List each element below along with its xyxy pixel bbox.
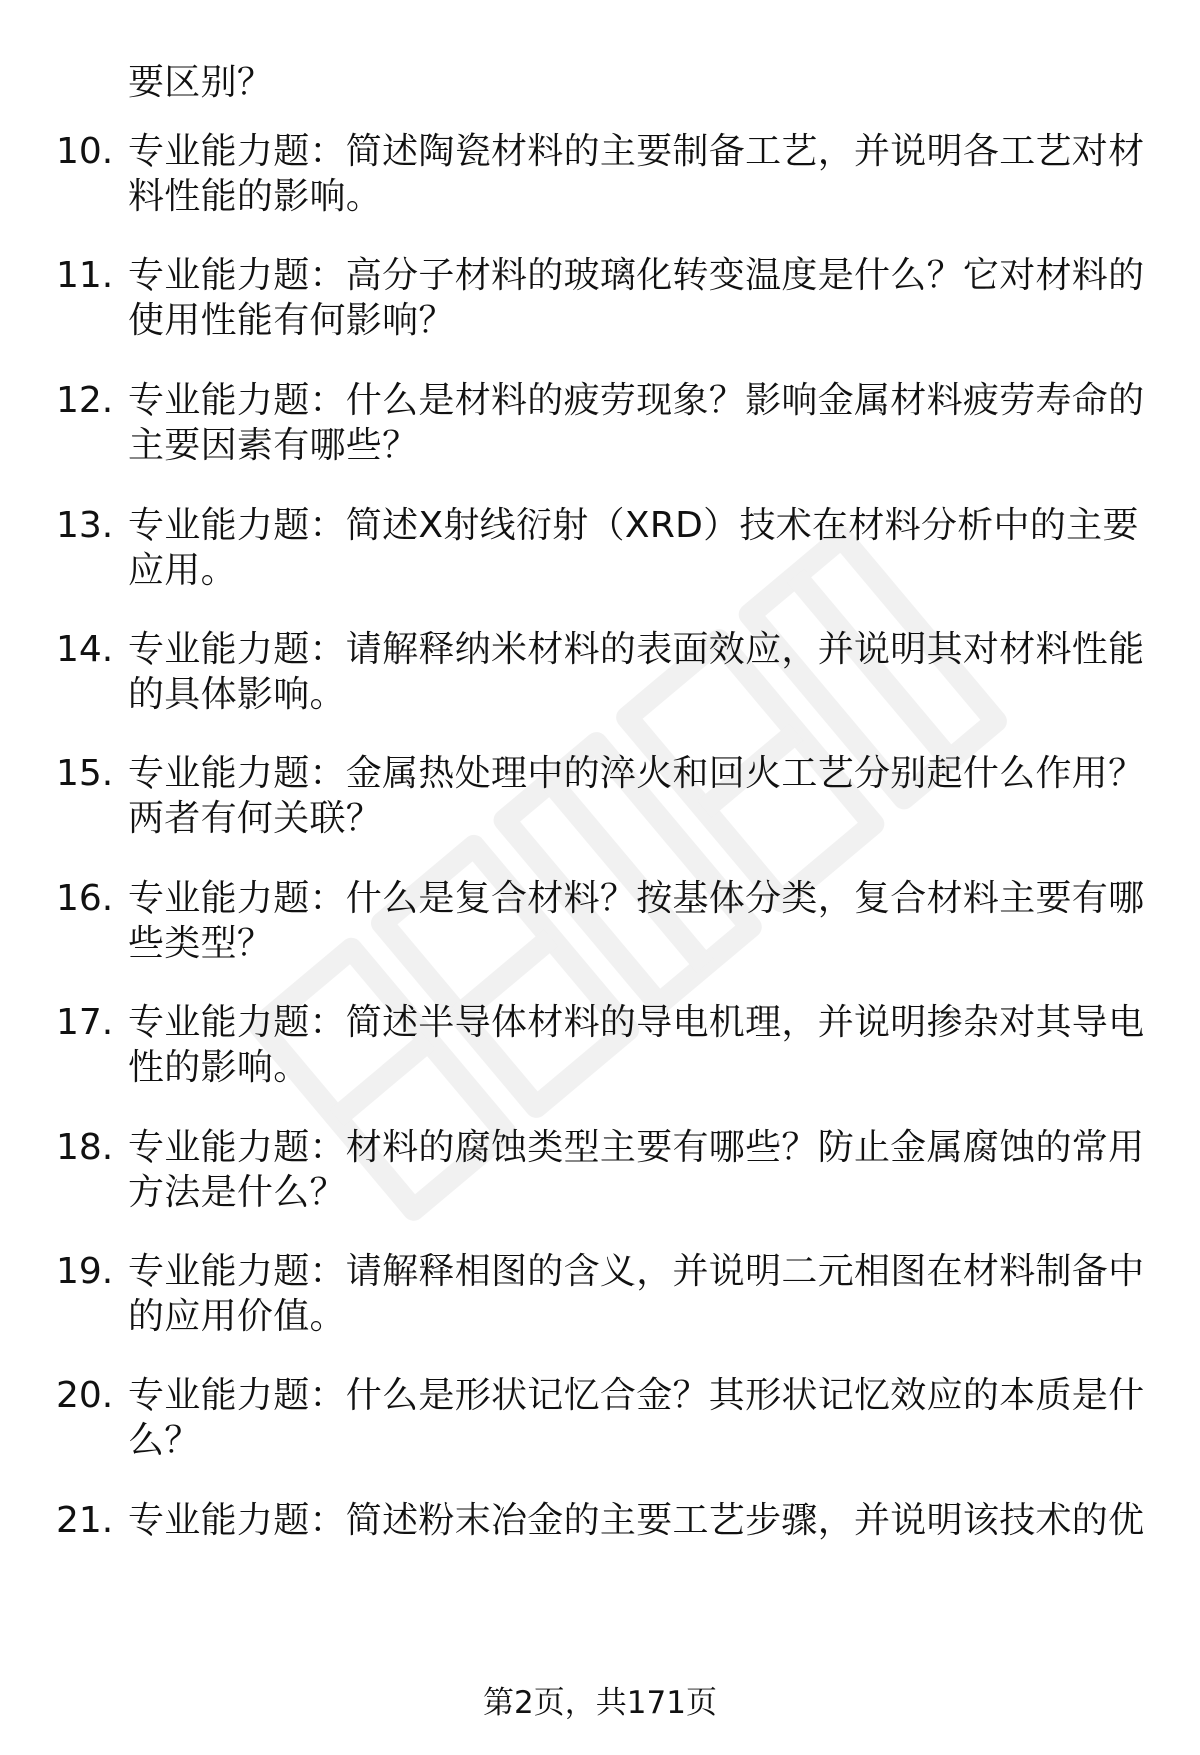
question-line: 料性能的影响。 — [128, 176, 383, 217]
question-line: 使用性能有何影响？ — [128, 300, 455, 341]
question-number: 18. — [56, 1127, 114, 1168]
question-number: 12. — [56, 380, 114, 421]
question-line: 专业能力题：什么是复合材料？按基体分类，复合材料主要有哪 — [128, 878, 1145, 919]
question-line: 专业能力题：材料的腐蚀类型主要有哪些？防止金属腐蚀的常用 — [128, 1127, 1145, 1168]
question-line: 应用。 — [128, 550, 237, 591]
question-number: 16. — [56, 878, 114, 919]
question-number: 10. — [56, 131, 114, 172]
question-number: 20. — [56, 1375, 114, 1416]
question-number: 11. — [56, 255, 114, 296]
question-line: 专业能力题：什么是形状记忆合金？其形状记忆效应的本质是什 — [128, 1375, 1145, 1416]
question-line: 专业能力题：简述X射线衍射（XRD）技术在材料分析中的主要 — [128, 505, 1139, 546]
question-line: 专业能力题：简述陶瓷材料的主要制备工艺，并说明各工艺对材 — [128, 131, 1145, 172]
question-number: 17. — [56, 1002, 114, 1043]
question-line: 主要因素有哪些？ — [128, 425, 419, 466]
question-line: 些类型？ — [128, 923, 274, 964]
question-line: 的应用价值。 — [128, 1296, 346, 1337]
question-number: 15. — [56, 753, 114, 794]
question-line: 专业能力题：简述半导体材料的导电机理，并说明掺杂对其导电 — [128, 1002, 1145, 1043]
question-number: 19. — [56, 1251, 114, 1292]
question-line: 两者有何关联？ — [128, 798, 383, 839]
leading-line: 要区别？ — [128, 62, 274, 103]
question-number: 21. — [56, 1500, 114, 1541]
question-number: 14. — [56, 629, 114, 670]
question-line: 专业能力题：请解释纳米材料的表面效应，并说明其对材料性能 — [128, 629, 1145, 670]
question-line: 专业能力题：什么是材料的疲劳现象？影响金属材料疲劳寿命的 — [128, 380, 1145, 421]
question-line: 方法是什么？ — [128, 1172, 346, 1213]
page-footer: 第2页，共171页 — [483, 1685, 717, 1721]
question-line: 专业能力题：高分子材料的玻璃化转变温度是什么？它对材料的 — [128, 255, 1145, 296]
question-line: 性的影响。 — [128, 1047, 310, 1088]
question-line: 专业能力题：简述粉末冶金的主要工艺步骤，并说明该技术的优 — [128, 1500, 1145, 1541]
question-number: 13. — [56, 505, 114, 546]
question-line: 的具体影响。 — [128, 674, 346, 715]
question-line: 专业能力题：金属热处理中的淬火和回火工艺分别起什么作用？ — [128, 753, 1145, 794]
question-line: 么？ — [128, 1420, 201, 1461]
question-line: 专业能力题：请解释相图的含义，并说明二元相图在材料制备中 — [128, 1251, 1145, 1292]
